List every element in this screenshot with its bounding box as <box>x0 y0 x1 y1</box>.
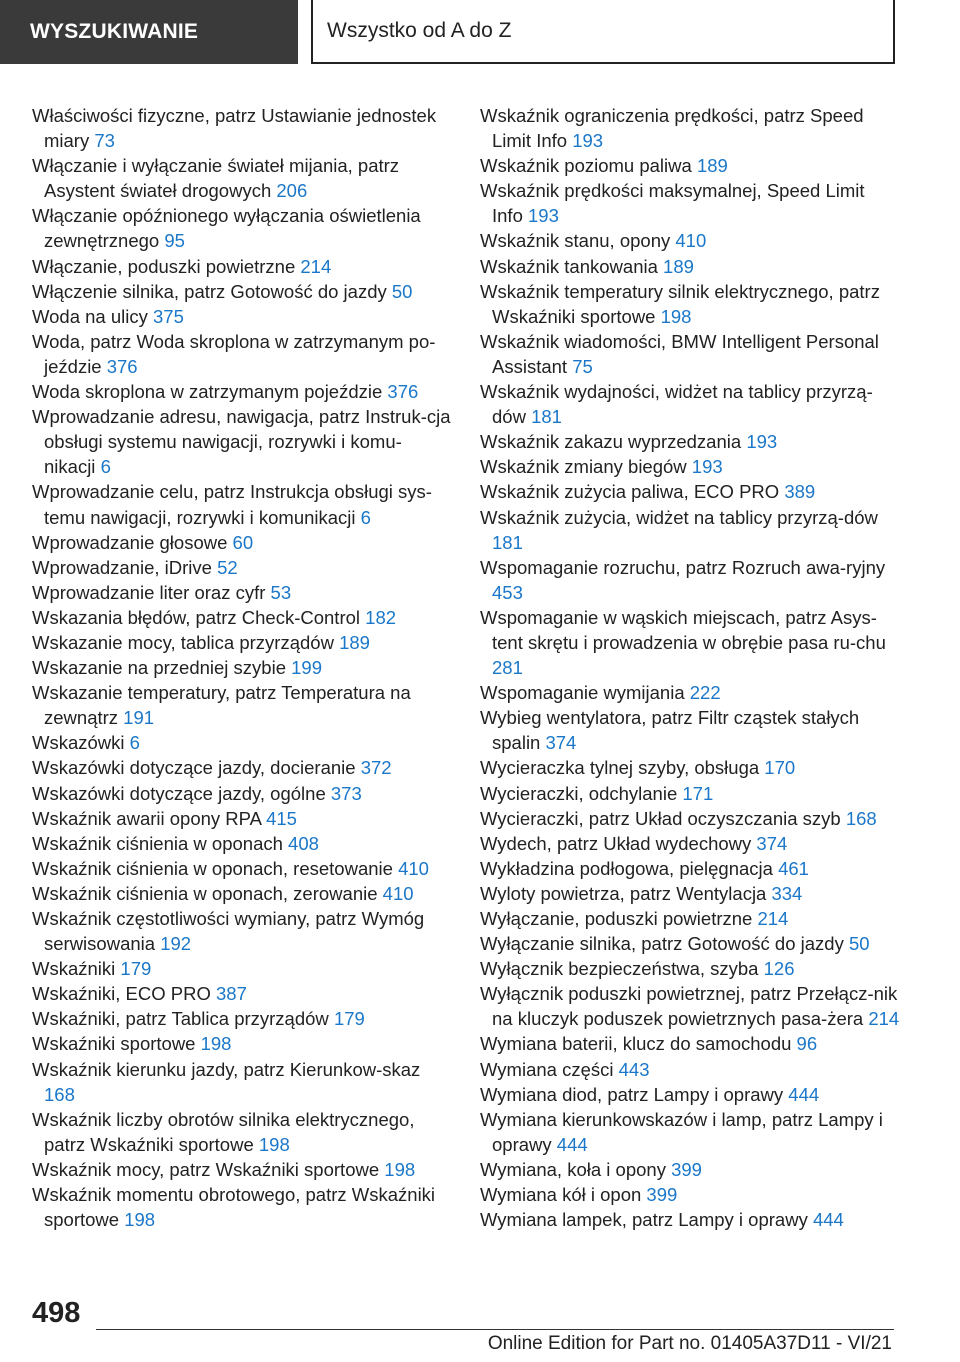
index-entry-page-link[interactable]: 410 <box>675 230 707 252</box>
index-entry-page-link[interactable]: 410 <box>398 857 429 879</box>
index-entry <box>32 981 452 1006</box>
index-entry-page-link[interactable]: 181 <box>531 406 562 428</box>
index-entry-term: Wskaźnik mocy, patrz Wskaźniki sportowe <box>32 1158 380 1180</box>
index-entry-page-link[interactable]: 214 <box>757 908 789 929</box>
index-entry <box>32 1006 452 1031</box>
index-entry-page-link[interactable]: 375 <box>153 305 184 327</box>
index-entry-term: Wskaźnik zużycia paliwa, ECO PRO <box>480 481 780 503</box>
index-entry-page-link[interactable]: 373 <box>330 782 362 804</box>
index-entry-term: Wskaźnik ciśnienia w oponach, resetowanie <box>32 857 393 879</box>
index-entry-page-link[interactable]: 50 <box>848 933 870 955</box>
index-entry <box>480 1157 900 1182</box>
index-entry-term: Wyłącznik bezpieczeństwa, szyba <box>480 958 759 980</box>
index-entry-page-link[interactable]: 376 <box>387 381 419 403</box>
index-entry-page-link[interactable]: 191 <box>123 707 155 729</box>
index-entry-term: Wskaźnik awarii opony RPA <box>32 807 261 829</box>
index-entry <box>32 555 452 580</box>
index-entry <box>32 153 452 203</box>
index-entry <box>32 304 452 329</box>
index-entry <box>32 1031 452 1056</box>
index-entry-term: Wskaźnik liczby obrotów silnika elektrycznego, patrz Wskaźniki sportowe <box>32 1108 415 1155</box>
index-entry-term: Wskaźnik poziomu paliwa <box>480 155 692 177</box>
chapter-title: Wszystko od A do Z <box>327 19 512 42</box>
index-entry-term: Wycieraczki, odchylanie <box>480 782 678 804</box>
index-column-right <box>480 103 900 1232</box>
index-entry-page-link[interactable]: 6 <box>360 506 371 528</box>
index-entry-page-link[interactable]: 193 <box>746 431 778 453</box>
index-entry-page-link[interactable]: 453 <box>492 581 523 603</box>
index-entry <box>480 680 900 705</box>
index-entry-page-link[interactable]: 126 <box>763 958 795 980</box>
index-entry-term: Włączanie, poduszki powietrzne <box>32 255 296 277</box>
index-entry-term: Włączanie opóźnionego wyłączania oświetlenia zewnętrznego <box>32 205 421 252</box>
index-entry <box>480 881 900 906</box>
index-entry <box>480 1082 900 1107</box>
index-entry <box>480 103 900 153</box>
index-entry <box>32 404 452 479</box>
index-entry-term: Wydech, patrz Układ wydechowy <box>480 832 752 854</box>
index-entry-page-link[interactable]: 53 <box>270 581 292 603</box>
index-entry <box>480 1207 900 1232</box>
index-entry-term: Wymiana diod, patrz Lampy i oprawy <box>480 1083 784 1105</box>
index-entry-term: Wskazania błędów, patrz Check-Control <box>32 606 361 628</box>
index-entry-page-link[interactable]: 6 <box>129 732 140 754</box>
index-entry-term: Włączenie silnika, patrz Gotowość do jazdy <box>32 280 387 302</box>
index-entry-page-link[interactable]: 182 <box>365 606 397 628</box>
index-entry <box>480 454 900 479</box>
index-entry-term: Wprowadzanie celu, patrz Instrukcja obsługi sys-temu nawigacji, rozrywki i komunikacji <box>32 481 432 528</box>
index-entry <box>480 254 900 279</box>
index-entry-term: Wskaźnik temperatury silnik elektrycznego, patrz Wskaźniki sportowe <box>480 280 880 327</box>
index-entry-page-link[interactable]: 170 <box>764 757 796 779</box>
index-entry <box>32 379 452 404</box>
index-entry-page-link[interactable]: 334 <box>771 882 803 904</box>
index-entry-page-link[interactable]: 193 <box>691 456 723 478</box>
index-entry-page-link[interactable]: 410 <box>382 882 414 904</box>
index-entry <box>32 1157 452 1182</box>
index-entry <box>480 755 900 780</box>
index-entry-page-link[interactable]: 198 <box>124 1209 156 1231</box>
index-entry-page-link[interactable]: 214 <box>868 1008 900 1030</box>
index-entry-term: Wskaźniki sportowe <box>32 1033 196 1055</box>
index-entry-page-link[interactable]: 387 <box>216 983 247 1005</box>
index-entry-page-link[interactable]: 6 <box>100 456 111 478</box>
index-entry-page-link[interactable]: 60 <box>232 531 254 553</box>
index-entry-page-link[interactable]: 168 <box>44 1083 75 1105</box>
index-entry-term: Wskaźnik prędkości maksymalnej, Speed Limit Info <box>480 180 865 227</box>
index-entry-page-link[interactable]: 443 <box>618 1058 650 1080</box>
index-entry-term: Wskaźnik ciśnienia w oponach <box>32 832 283 854</box>
index-entry-term: Wycieraczka tylnej szyby, obsługa <box>480 757 760 779</box>
index-entry <box>32 755 452 780</box>
index-entry <box>32 329 452 379</box>
index-entry-term: Wskaźnik zużycia, widżet na tablicy przyrzą-dów <box>480 506 878 528</box>
index-entry <box>480 1031 900 1056</box>
index-entry-term: Wskazówki <box>32 732 125 754</box>
index-entry-term: Wspomaganie wymijania <box>480 682 685 704</box>
index-entry-page-link[interactable]: 179 <box>333 1008 365 1030</box>
index-entry <box>32 1182 452 1232</box>
index-entry-term: Wymiana baterii, klucz do samochodu <box>480 1033 792 1055</box>
index-entry-page-link[interactable]: 374 <box>545 732 577 754</box>
index-entry <box>480 379 900 429</box>
index-entry <box>480 781 900 806</box>
index-entry-page-link[interactable]: 222 <box>689 682 721 704</box>
index-entry-page-link[interactable]: 179 <box>120 958 152 980</box>
index-entry-page-link[interactable]: 181 <box>492 531 523 553</box>
index-entry <box>480 705 900 755</box>
index-entry-page-link[interactable]: 389 <box>784 481 816 503</box>
index-entry-term: Wskazanie mocy, tablica przyrządów <box>32 631 334 653</box>
index-entry-page-link[interactable]: 73 <box>94 130 115 152</box>
index-entry <box>480 1182 900 1207</box>
index-entry-page-link[interactable]: 189 <box>339 631 370 653</box>
index-entry-term: Wyloty powietrza, patrz Wentylacja <box>480 882 767 904</box>
index-entry <box>480 429 900 454</box>
index-entry-page-link[interactable]: 206 <box>276 180 308 202</box>
index-entry-term: Woda, patrz Woda skroplona w zatrzymanym po-jeździe <box>32 330 436 377</box>
section-tab-label: WYSZUKIWANIE <box>30 20 199 43</box>
index-entry-term: Wskazówki dotyczące jazdy, ogólne <box>32 782 326 804</box>
index-entry <box>480 178 900 228</box>
index-entry-page-link[interactable]: 52 <box>217 556 238 578</box>
index-entry-term: Właściwości fizyczne, patrz Ustawianie jednostek miary <box>32 105 437 152</box>
index-entry-term: Wskaźniki, patrz Tablica przyrządów <box>32 1008 329 1030</box>
edition-info: Online Edition for Part no. 01405A37D11 - VI/21 <box>487 1333 892 1354</box>
index-entry-term: Wskaźniki <box>32 958 116 980</box>
page-number: 498 <box>32 1297 81 1329</box>
index-entry-page-link[interactable]: 189 <box>663 255 694 277</box>
index-entry-page-link[interactable]: 198 <box>200 1033 232 1055</box>
index-entry-term: Wskazówki dotyczące jazdy, docieranie <box>32 757 356 779</box>
index-entry <box>32 906 452 956</box>
index-entry-page-link[interactable]: 95 <box>164 230 185 252</box>
index-entry-term: Wskaźnik stanu, opony <box>480 230 671 252</box>
index-entry <box>32 203 452 253</box>
index-entry <box>480 153 900 178</box>
index-entry-term: Wyłączanie silnika, patrz Gotowość do jazdy <box>480 933 844 955</box>
index-entry-page-link[interactable]: 374 <box>756 832 788 854</box>
index-entry <box>32 605 452 630</box>
index-entry <box>480 981 900 1031</box>
index-entry <box>32 956 452 981</box>
index-entry <box>480 931 900 956</box>
index-entry-term: Wprowadzanie liter oraz cyfr <box>32 581 266 603</box>
index-entry-term: Wymiana kół i opon <box>480 1184 642 1206</box>
index-entry-term: Wymiana kierunkowskazów i lamp, patrz Lampy i oprawy <box>480 1108 883 1155</box>
index-entry <box>480 856 900 881</box>
index-entry-term: Wskaźnik zakazu wyprzedzania <box>480 431 742 453</box>
index-entry-page-link[interactable]: 193 <box>528 205 559 227</box>
index-entry <box>32 630 452 655</box>
index-entry-page-link[interactable]: 214 <box>300 255 332 277</box>
index-entry <box>32 479 452 529</box>
index-entry-term: Wprowadzanie głosowe <box>32 531 228 553</box>
index-entry <box>32 655 452 680</box>
index-entry-term: Wprowadzanie, iDrive <box>32 556 212 578</box>
index-entry-term: Wskazanie na przedniej szybie <box>32 657 286 679</box>
index-entry-page-link[interactable]: 444 <box>788 1083 820 1105</box>
index-entry-page-link[interactable]: 168 <box>845 807 877 829</box>
index-column-left <box>32 103 452 1232</box>
index-entry-term: Wyłączanie, poduszki powietrzne <box>480 908 753 929</box>
index-entry-term: Wskaźnik momentu obrotowego, patrz Wskaźniki sportowe <box>32 1184 436 1231</box>
index-entry-page-link[interactable]: 96 <box>796 1033 818 1055</box>
index-entry-term: Wspomaganie rozruchu, patrz Rozruch awa-ryjny <box>480 556 886 578</box>
index-entry-page-link[interactable]: 399 <box>671 1158 702 1180</box>
index-entry-page-link[interactable]: 75 <box>572 355 593 377</box>
index-entry-page-link[interactable]: 408 <box>288 832 319 854</box>
index-entry-term: Wskaźnik wiadomości, BMW Intelligent Personal Assistant <box>480 330 879 377</box>
index-entry <box>32 856 452 881</box>
index-entry <box>32 881 452 906</box>
index-entry <box>480 956 900 981</box>
index-entry-page-link[interactable]: 198 <box>384 1158 416 1180</box>
index-entry <box>480 329 900 379</box>
index-entry-page-link[interactable]: 372 <box>360 757 392 779</box>
index-entry-term: Wskaźnik tankowania <box>480 255 658 277</box>
index-entry-page-link[interactable]: 193 <box>572 130 604 152</box>
index-entry <box>480 555 900 605</box>
index-entry-page-link[interactable]: 198 <box>660 305 692 327</box>
index-entry <box>32 781 452 806</box>
index-entry-term: Wycieraczki, patrz Układ oczyszczania szyb <box>480 807 841 829</box>
index-entry-term: Wyłącznik poduszki powietrznej, patrz Przełącz-nik na kluczyk poduszek powietrznych pasa-żera <box>480 983 898 1030</box>
index-entry-page-link[interactable]: 444 <box>556 1133 588 1155</box>
footer-divider <box>96 1329 894 1330</box>
index-entry <box>32 831 452 856</box>
index-entry <box>32 1107 452 1157</box>
index-entry-term: Woda na ulicy <box>32 305 148 327</box>
index-entry-page-link[interactable]: 399 <box>646 1184 678 1206</box>
index-entry <box>480 1107 900 1157</box>
index-entry <box>480 605 900 680</box>
index-entry <box>32 103 452 153</box>
index-entry-term: Wskaźnik ciśnienia w oponach, zerowanie <box>32 882 378 904</box>
index-entry-page-link[interactable]: 376 <box>106 355 138 377</box>
index-entry-page-link[interactable]: 50 <box>391 280 413 302</box>
index-entry-term: Wskaźnik kierunku jazdy, patrz Kierunkow-skaz <box>32 1058 421 1080</box>
index-entry-page-link[interactable]: 171 <box>682 782 714 804</box>
index-entry <box>480 906 900 931</box>
index-entry-page-link[interactable]: 192 <box>160 933 192 955</box>
index-entry-term: Wskaźniki, ECO PRO <box>32 983 211 1005</box>
index-entry-term: Wskazanie temperatury, patrz Temperatura na zewnątrz <box>32 682 411 729</box>
index-entry <box>32 1057 452 1107</box>
index-entry-page-link[interactable]: 444 <box>812 1209 844 1231</box>
index-entry <box>480 806 900 831</box>
index-entry <box>32 254 452 279</box>
index-entry-term: Wybieg wentylatora, patrz Filtr cząstek stałych spalin <box>480 707 860 754</box>
index-entry-term: Wymiana, koła i opony <box>480 1158 666 1180</box>
index-entry-page-link[interactable]: 461 <box>778 857 809 879</box>
index-entry <box>32 730 452 755</box>
index-entry <box>480 479 900 504</box>
index-entry-page-link[interactable]: 415 <box>266 807 297 829</box>
index-entry-term: Wskaźnik zmiany biegów <box>480 456 687 478</box>
index-entry-term: Wymiana lampek, patrz Lampy i oprawy <box>480 1209 808 1231</box>
index-entry-term: Wprowadzanie adresu, nawigacja, patrz Instruk-cja obsługi systemu nawigacji, rozrywki i komu-nikacji <box>32 406 451 478</box>
index-entry-term: Wskaźnik ograniczenia prędkości, patrz Speed Limit Info <box>480 105 864 152</box>
index-entry <box>32 279 452 304</box>
index-entry <box>480 505 900 555</box>
index-entry-term: Włączanie i wyłączanie świateł mijania, patrz Asystent świateł drogowych <box>32 155 400 202</box>
index-entry <box>480 831 900 856</box>
index-entry-term: Woda skroplona w zatrzymanym pojeździe <box>32 381 383 403</box>
index-entry <box>32 530 452 555</box>
index-entry-page-link[interactable]: 189 <box>696 155 728 177</box>
index-entry <box>480 228 900 253</box>
index-entry-term: Wykładzina podłogowa, pielęgnacja <box>480 857 773 879</box>
index-entry-term: Wymiana części <box>480 1058 614 1080</box>
index-entry <box>32 680 452 730</box>
index-entry-page-link[interactable]: 199 <box>291 657 323 679</box>
index-entry <box>32 580 452 605</box>
index-entry-page-link[interactable]: 198 <box>258 1133 290 1155</box>
index-entry-term: Wskaźnik częstotliwości wymiany, patrz Wymóg serwisowania <box>32 908 425 955</box>
index-entry <box>480 279 900 329</box>
section-tab[interactable] <box>0 0 298 64</box>
index-entry-term: Wspomaganie w wąskich miejscach, patrz Asys-tent skrętu i prowadzenia w obrębie pasa ru-chu <box>480 606 886 653</box>
index-entry-term: Wskaźnik wydajności, widżet na tablicy przyrzą-dów <box>480 381 873 428</box>
index-entry <box>32 806 452 831</box>
index-entry-page-link[interactable]: 281 <box>492 657 523 679</box>
chapter-title-tab <box>311 0 895 64</box>
index-entry <box>480 1057 900 1082</box>
